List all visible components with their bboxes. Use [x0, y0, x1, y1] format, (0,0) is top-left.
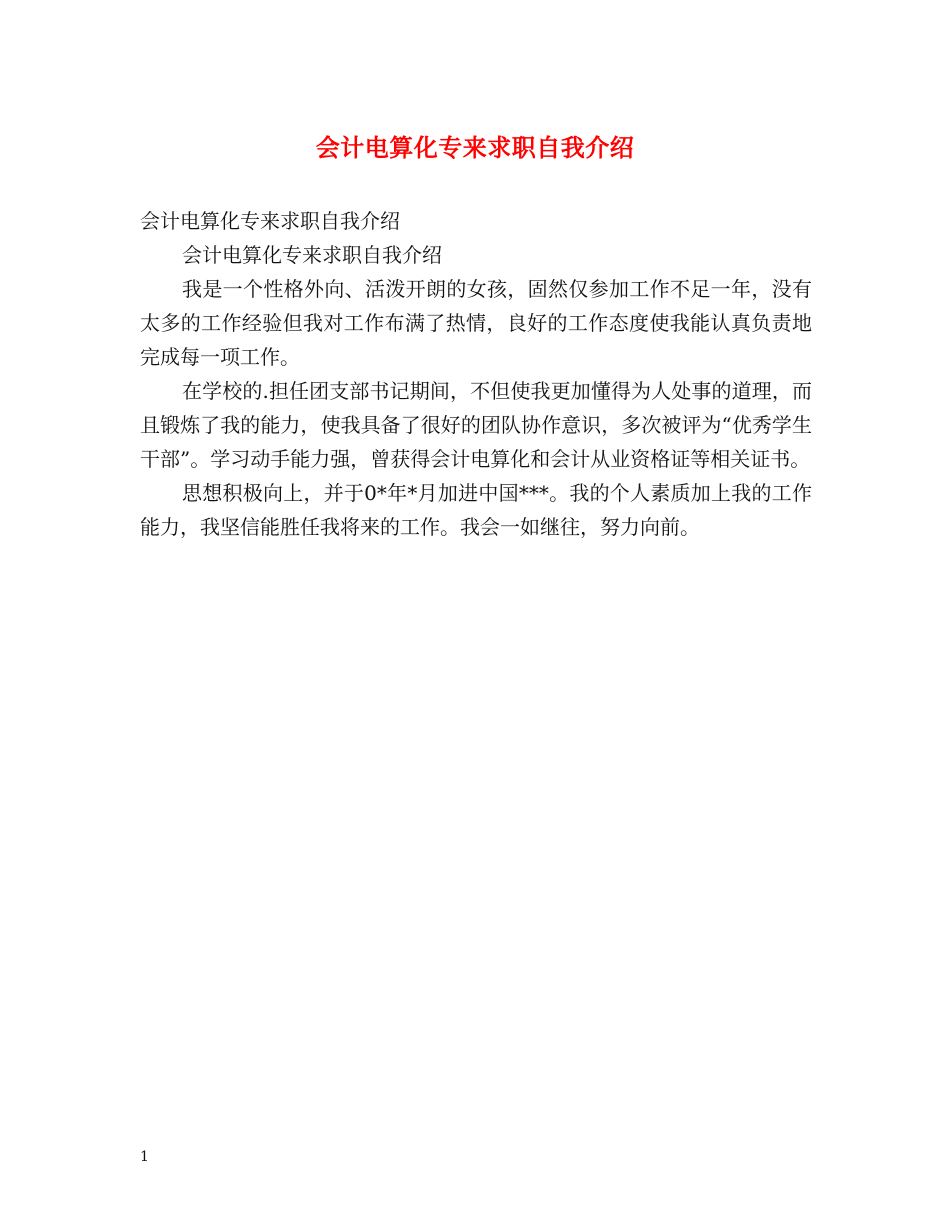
- paragraph-school-experience: 在学校的.担任团支部书记期间，不但使我更加懂得为人处事的道理，而且锻炼了我的能力，使我具备了很好的团队协作意识，多次被评为“优秀学生干部”。学习动手能力强，曾获得会计电算化和会计从业资格证等相关证书。: [140, 379, 812, 471]
- paragraph-closing: 思想积极向上，并于0*年*月加进中国***。我的个人素质加上我的工作能力，我坚信能胜任我将来的工作。我会一如继往，努力向前。: [140, 481, 812, 539]
- document-title: 会计电算化专来求职自我介绍: [315, 133, 635, 162]
- page-number: 1: [140, 1149, 149, 1165]
- body-heading-line: 会计电算化专来求职自我介绍: [140, 209, 400, 233]
- document-body: [140, 204, 812, 544]
- paragraph-personality: 我是一个性格外向、活泼开朗的女孩，固然仅参加工作不足一年，没有太多的工作经验但我对工作布满了热情，良好的工作态度使我能认真负责地完成每一项工作。: [140, 277, 812, 369]
- body-subheading-line: 会计电算化专来求职自我介绍: [182, 243, 442, 267]
